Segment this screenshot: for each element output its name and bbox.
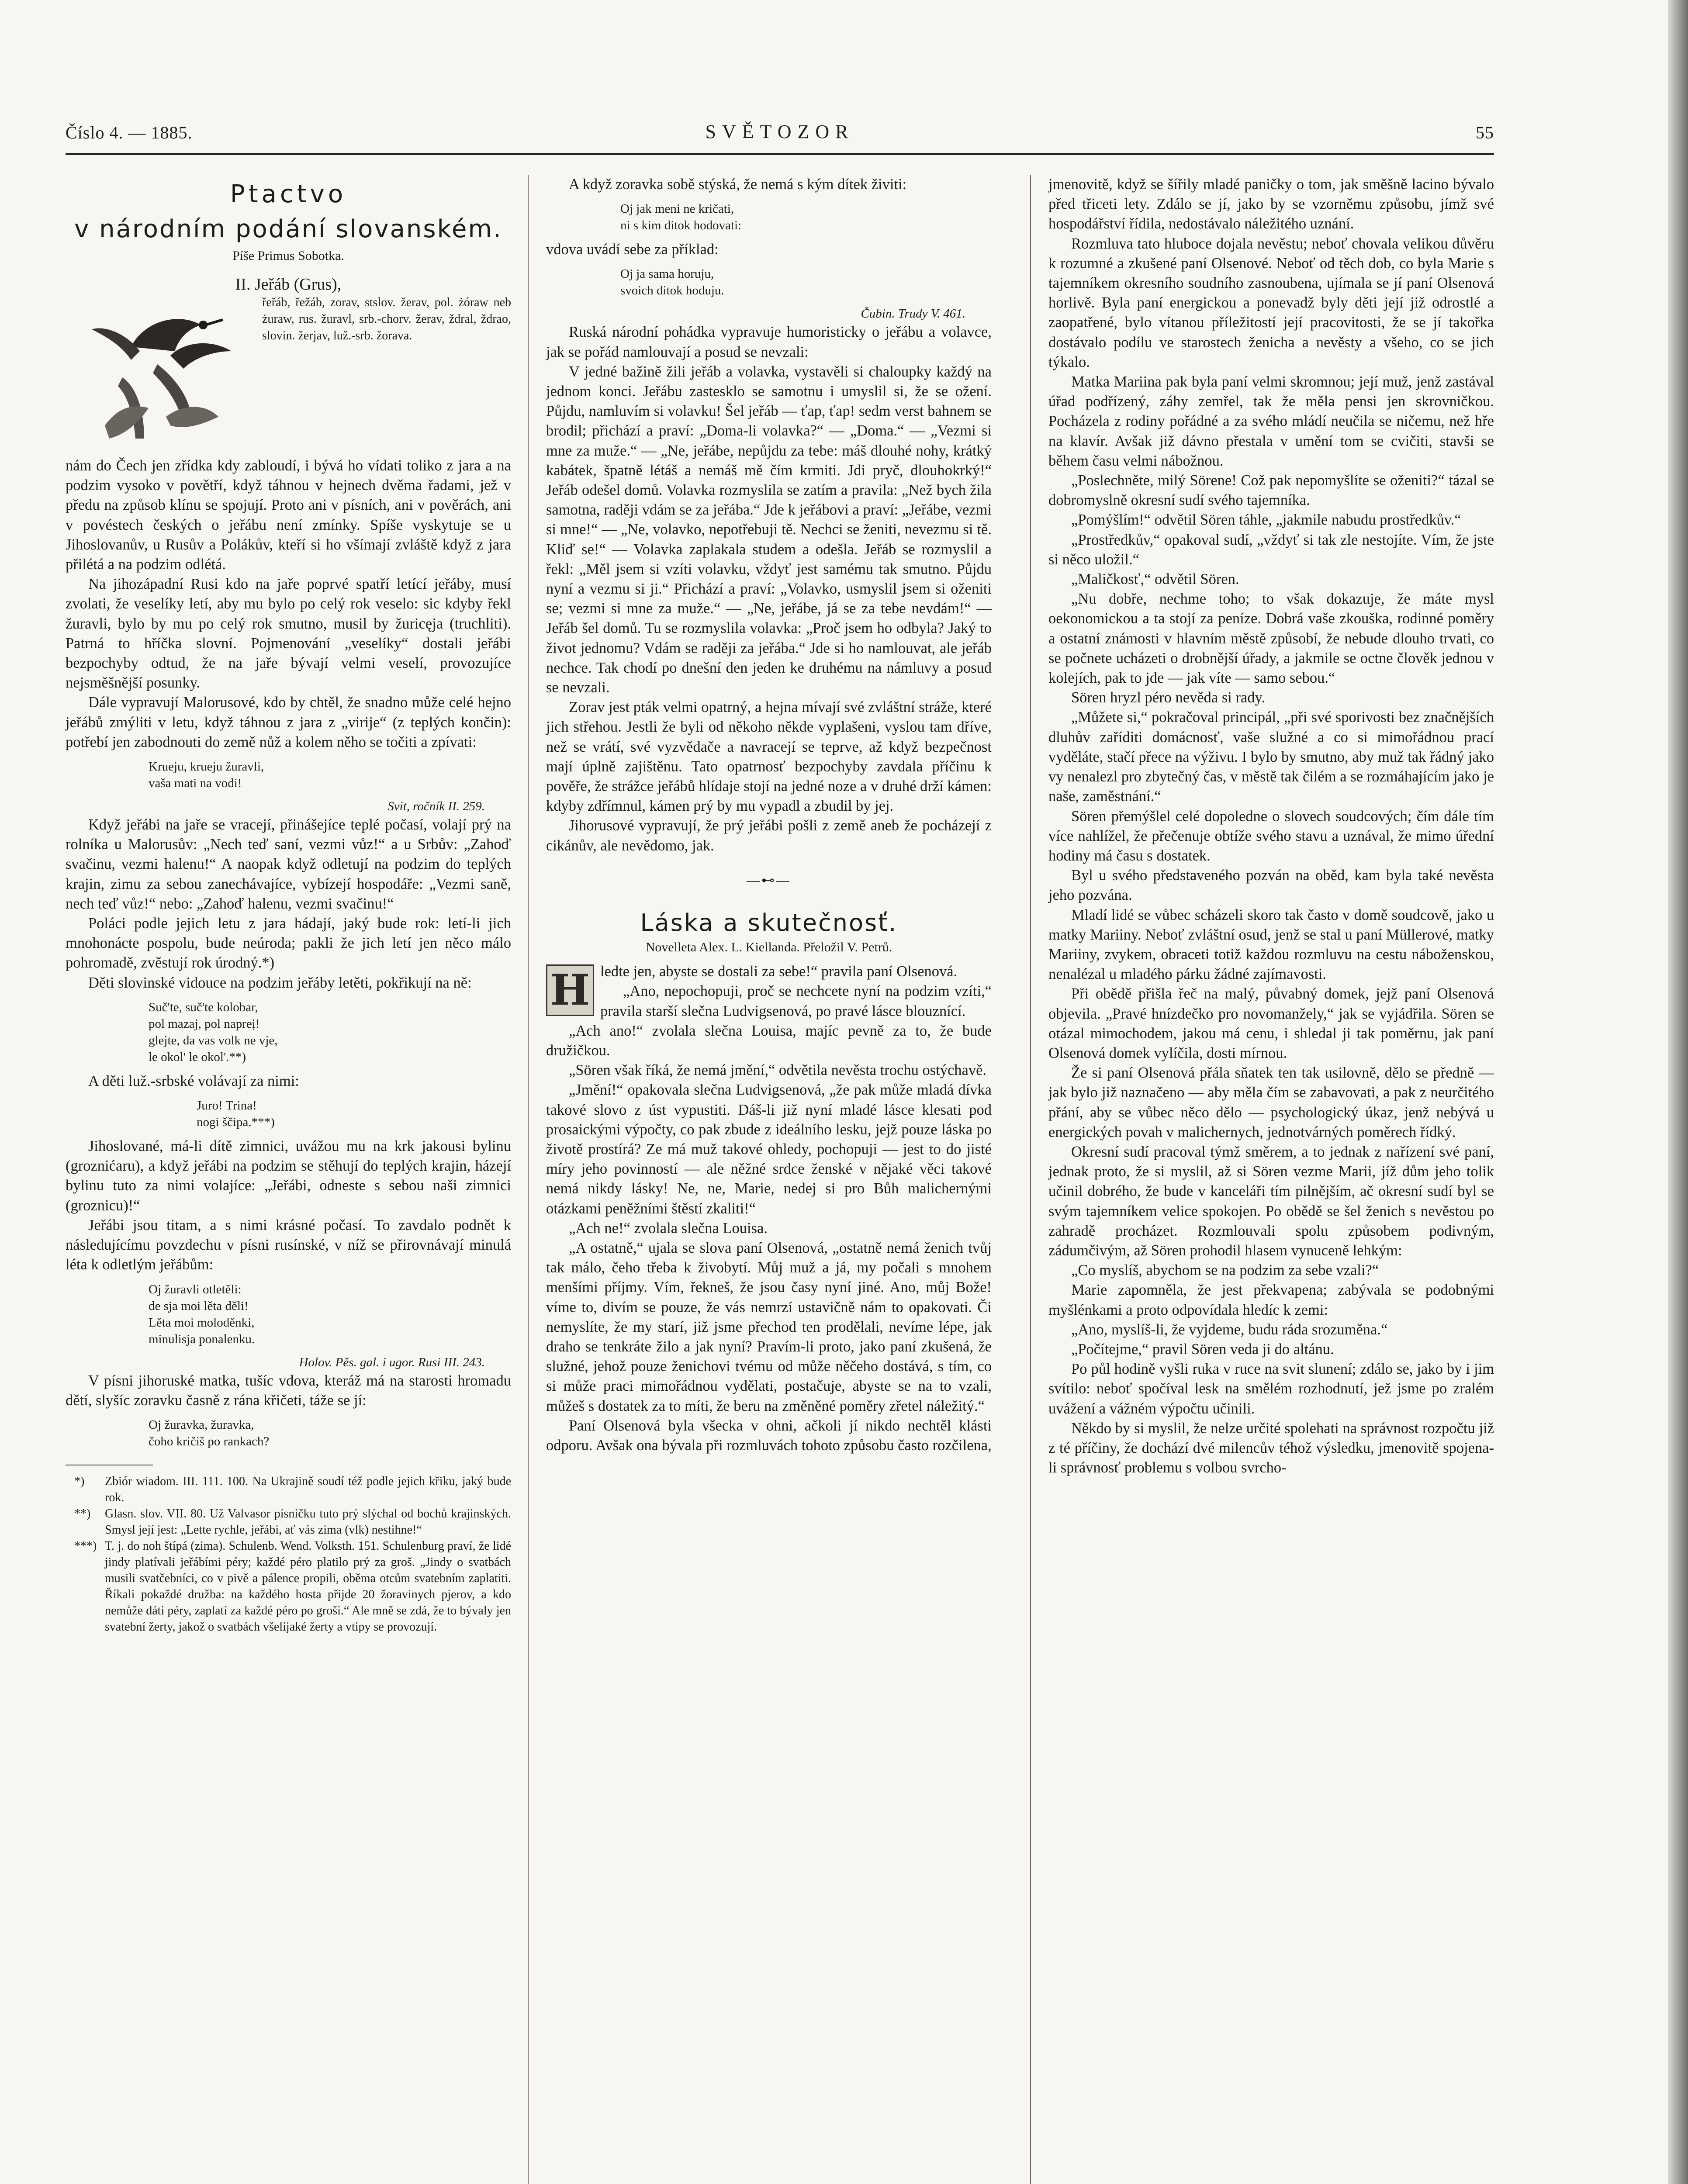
poem-verse: [546, 200, 992, 234]
paragraph: nám do Čech jen zřídka kdy zabloudí, i bývá ho vídati toliko z jara a na podzim vysoko v povětří, když táhnou v hejnech dvěma řadami, jež v předu na způsob klínu se spojují. Proto ani v písních, ani v pověrách, ani v povéstech českých o jeřábu není zmínky. Spíše vyskytuje se u Jihoslovanův, u Rusův a Polákův, kteří si ho všímají zvláště když z jara přilétá a na podzim odlétá.: [66, 457, 511, 573]
footnote: [66, 1538, 511, 1635]
poem-line: le okol' le okol'.**): [149, 1050, 246, 1064]
footnote: [66, 1506, 511, 1538]
poem-line: svoich ditok hoduju.: [620, 283, 724, 298]
story-title: Láska a skutečnosť.: [640, 909, 898, 937]
poem-line: ni s kim ditok hodovati:: [620, 218, 742, 233]
illustration-block: [66, 294, 511, 456]
header-rule: [66, 153, 1494, 155]
poem-verse: [546, 266, 992, 299]
column-rule-1: [528, 175, 529, 2184]
running-head: [66, 118, 1494, 149]
section-heading: II. Jeřáb (Grus),: [235, 275, 342, 294]
footnote: [66, 1473, 511, 1506]
poem-line: čoho kričiš po rankach?: [149, 1434, 270, 1448]
paragraph: „Co myslíš, abychom se na podzim za sebe vzali?“: [1071, 1262, 1379, 1279]
paragraph: „Ano, myslíš-li, že vyjdeme, budu ráda srozuměna.“: [1071, 1321, 1388, 1338]
story-byline: Novelleta Alex. L. Kiellanda. Přeložil V. Petrů.: [645, 940, 892, 955]
paragraph: Sören hryzl péro nevěda si rady.: [1071, 689, 1266, 706]
paragraph: Po půl hodině vyšli ruka v ruce na svit slunení; zdálo se, jako by i jim svítilo: neboť spočíval lesk na smělém rozhodnutí, jež jsme po zralém uvážení a vážném výpočtu učinili.: [1048, 1361, 1494, 1417]
footnote-mark: *): [74, 1474, 85, 1488]
paragraph: Při obědě přišla řeč na malý, půvabný domek, jejž paní Olsenová objevila. „Pravé hnízdečko pro novomanžely,“ jak se vyjádřila. Sören se otázal mimochodem, jakou má cenu, i shledal ji tak poměrnu, jak paní Olsenová domek vylíčila, dosti mírnou.: [1048, 985, 1494, 1061]
paragraph: Mladí lidé se vůbec scházeli skoro tak často v domě soudcově, jako u matky Mariiny. Neboť zvláštní osud, jenž se stal u paní Müllerové, matky Mariiny, zvykem, obraceti totiž každou rozmluvu na cestu náboženskou, nenalézal u mladého párku žádné zajímavosti.: [1048, 906, 1494, 983]
poem-line: nogi ščipa.***): [197, 1115, 275, 1130]
footnote-text: Glasn. slov. VII. 80. Už Valvasor písničku tuto prý slýchal od bochů krajinských. Smysl její jest: „Lette rychle, jeřábi, ať vás zima (vlk) nestihne!“: [105, 1507, 511, 1537]
poem-line: Oj ja sama horuju,: [620, 267, 714, 281]
paragraph: Děti slovinské vidouce na podzim jeřáby letěti, pokřikují na ně:: [88, 974, 472, 991]
paragraph: Marie zapomněla, že jest překvapena; zabývala se podobnými myšlénkami a proto odpovídala hledíc k zemi:: [1048, 1282, 1494, 1318]
paragraph: Okresní sudí pracoval týmž směrem, a to jednak z nařízení své paní, jednak proto, že si myslil, až si Sören vezme Marii, jíž dům jeho tolik učinil dobrého, že bude v kanceláři tím pilnějším, ač okresní sudí byl se svým tajemníkem velice spokojen. Po obědě se šel ženich s nevěstou po zahradě procházet. Rozmlouvali spolu způsobem podivným, zádumčivým, až Sören prohodil hlasem vynuceně lehkým:: [1048, 1143, 1494, 1259]
poem-line: minulisja ponalenku.: [149, 1332, 255, 1346]
footnote-text: T. j. do noh štípá (zima). Schulenb. Wend. Volksth. 151. Schulenburg praví, že lidé jindy platívali jeřábími péry; každé péro platilo prý za groš. „Jindy o svatbách musili svatčebníci, co v pivě a pálence propili, oběma otcům svatebním zaplatiti. Říkali pokaždé družba: na každého hosta přijde 20 žoravinych pjerov, a kdo nemůže dáti péry, zaplatí za každé péro po groši.“ Ale mně se zdá, že to bývaly jen svatební žerty, jakož o svatbách všelijaké žerty a vtipy se provozují.: [105, 1539, 511, 1634]
footnote-mark: **): [74, 1507, 91, 1521]
paragraph: Sören přemýšlel celé dopoledne o slovech soudcových; čím dále tím více nahlížel, že přečenuje obtíže svého stavu a uznával, že mimo úřední hodiny má času s dostatek.: [1048, 808, 1494, 864]
poem-verse: [66, 1417, 511, 1450]
poem-line: glejte, da vas volk ne vje,: [149, 1033, 278, 1047]
paragraph: Na jihozápadní Rusi kdo na jaře poprvé spatří letící jeřáby, musí zvolati, že veselíky letí, aby mu bylo po celý rok veselo: sic kdyby řekl žuravli, bylo by mu po celý rok smutno, musil by žuricęja (truchliti). Patrná to hříčka slovní. Pojmenování „veselíky“ dostali jeřábi bezpochyby odtud, že na jaře bývají velmi veselí, provozujíce nejsměšnější posunky.: [66, 576, 511, 691]
poem-line: Juro! Trina!: [197, 1099, 257, 1113]
paragraph: Poláci podle jejich letu z jara hádají, jaký bude rok: letí-li jich mnohonácte pospolu, bude neúroda; pakli že jich letí jen něco málo pohromadě, zvěstují rok úrodný.*): [66, 915, 511, 971]
article-title-line2: v národním podání slovanském.: [74, 215, 502, 243]
paragraph: V písni jihoruské matka, tušíc vdova, kteráž má na starosti hromadu dětí, slyšíc zoravku časně z rána křičeti, táže se jí:: [66, 1372, 511, 1409]
paragraph: Jihoslované, má-li dítě zimnici, uvážou mu na krk jakousi bylinu (groznićaru), a když jeřábi na podzim se stěhují do teplých krajin, házejí bylinu tuto za nimi volajíce: „Jeřábi, odneste s sebou naši zimnici (groznicu)!“: [66, 1138, 511, 1214]
poem-line: Lěta moi moloděnki,: [149, 1315, 255, 1330]
paragraph: „Poslechněte, milý Sörene! Což pak nepomyšlíte se oženiti?“ tázal se dobromyslně okresní sudí svého tajemníka.: [1048, 472, 1494, 509]
paragraph: Dále vypravují Malorusové, kdo by chtěl, že snadno může celé hejno jeřábů zmýliti v letu, když táhnou z jara z „virije“ (z teplých končin): potřebí jen zabodnouti do země nůž a kolem něho se točiti a zpívati:: [66, 694, 511, 750]
paragraph: „Sören však říká, že nemá jmění,“ odvětila nevěsta trochu ostýchavě.: [569, 1062, 987, 1079]
paragraph: jmenovitě, když se šířily mladé paničky o tom, jak směšně lacino bývalo před třiceti lety. Zdálo se jí, jako by se vzorněmu způsobu, jímž své hospodářství řídila, nedostávalo náležitého uznání.: [1048, 176, 1494, 232]
article-title-line1: Ptactvo: [230, 180, 347, 208]
paragraph: Ruská národní pohádka vypravuje humoristicky o jeřábu a volavce, jak se pořád namlouvají a posud se nevzali:: [546, 324, 992, 360]
poem-line: vaša mati na vodi!: [149, 776, 242, 791]
paragraph: „Ach ano!“ zvolala slečna Louisa, majíc pevně za to, že bude družičkou.: [546, 1022, 992, 1059]
paragraph: Rozmluva tato hluboce dojala nevěstu; neboť chovala velikou důvěru k rozumné a zkušené paní Olsenové. Neboť od těch dob, co byla Marie s tajemníkem okresního soudního zasnoubena, ujímala se jí paní Olsenová horlivě. Byla paní energickou a ponevadž byly děti její již odrostlé a zaopatřené, bylo vítanou příležitostí její pracovitosti, že se jí takořka dostávalo podílu ve starostech ženicha a nevěsty a všeho, co se jich týkalo.: [1048, 235, 1494, 370]
footnote-mark: ***): [74, 1539, 97, 1553]
footnotes: [66, 1473, 511, 1635]
column-rule-2: [1030, 175, 1031, 2184]
paragraph: „Ach ne!“ zvolala slečna Louisa.: [569, 1220, 768, 1237]
column-1: [66, 175, 511, 1635]
poem-verse: [66, 1281, 511, 1348]
page-number: 55: [1476, 123, 1494, 142]
paragraph: „Pomýšlím!“ odvětil Sören táhle, „jakmile nabudu prostředkův.“: [1071, 511, 1461, 529]
paragraph: Když jeřábi na jaře se vracejí, přinášejíce teplé počasí, volají prý na rolníka u Malorusův: „Nech teď saní, vezmi vůz!“ a u Srbův: „Zahoď svačinu, vezmi halenu!“ A naopak když odletují na podzim do teplých krajin, zimu za sebou zanechávajíce, vybízejí hospodáře: „Vezmi saně, nech teď vůz!“ nebo: „Zahoď halenu, vezmi svačinu!“: [66, 816, 511, 912]
magazine-page: [66, 118, 1494, 2184]
poem-line: Oj žuravka, žuravka,: [149, 1417, 254, 1432]
scan-edge: [1668, 0, 1688, 2184]
paragraph: „Prostředkův,“ opakoval sudí, „vždyť si tak zle nestojíte. Vím, že jste si něco uložil.“: [1048, 531, 1494, 568]
drop-cap: H: [546, 964, 594, 1016]
paragraph: Byl u svého představeného pozván na oběd, kam byla také nevěsta jeho pozvána.: [1048, 867, 1494, 904]
paragraph: Někdo by si myslil, že nelze určité spolehati na správnost rozpočtu již z té příčiny, že dochází dvé milencův téhož výsledku, jmenovitě spojena-li správnosť problemu s volbou svrcho-: [1048, 1420, 1494, 1476]
paragraph: „Počítejme,“ pravil Sören veda ji do altánu.: [1071, 1341, 1334, 1358]
crane-illustration: [79, 294, 262, 452]
paragraph: Zorav jest pták velmi opatrný, a hejna mívají své zvláštní stráže, které jich střehou. Jestli že byli od někoho někde vyplašeni, vyslou tam dříve, než se vrátí, své vyzvědače a navracejí se teprve, až když bezpečnost mají úplně zajištěnu. Tato opatrnosť bezpochyby zavdala příčinu k pověře, že strážce jeřábů hlídaje stojí na jedné noze a v druhé drží kámen: kdyby zdřímnul, kámen prý by mu vypadl a zbudil by jej.: [546, 699, 992, 815]
poem-line: Oj jak meni ne kričati,: [620, 202, 734, 216]
glossary-text: řeřáb, řežáb, zorav, stslov. žerav, pol. żóraw neb żuraw, rus. žuravl, srb.-chorv. žerav, ždral, ždrao, slovin. žerjav, luž.-srb. žorava.: [262, 296, 511, 342]
paragraph: Matka Mariina pak byla paní velmi skromnou; její muž, jenž zastával úřad podřízený, záhy zemřel, tak že měla pensi jen skrovničkou. Pocházela z rodiny pořádné a za svého mládí neučila se ničemu, než hře na klavír. Avšak již dávno přestala v umění tom se cvičiti, stavši se během času velmi nábožnou.: [1048, 373, 1494, 469]
column-2: [546, 175, 992, 1455]
paragraph: „Nu dobře, nechme toho; to však dokazuje, že máte mysl oekonomickou a ta stojí za peníze. Dobrá vaše zkouška, rodinné poměry a ostatní známosti v hlavním městě způsobí, že nebude dlouho trvati, co se počnete ucházeti o drobnější úřady, a jakmile se octne člověk jednou v kolejích, pak to jde — jak víte — samo sebou.“: [1048, 591, 1494, 687]
poem-verse: [66, 1097, 511, 1130]
paragraph: „Můžete si,“ pokračoval principál, „při své sporivosti bez značnějších dluhův zaříditi domácnosť, vaše služné a co si mimořádnou prací vyděláte, stačí přece na výživu. I bylo by smutno, aby muž tak řádný jako vy nenalezl pro zbytečný čas, v městě tak čilém a se rozmáhajícím jako je naše, zaměstnání.“: [1048, 709, 1494, 805]
poem-verse: [66, 758, 511, 791]
paragraph: „Maličkosť,“ odvětil Sören.: [1071, 571, 1239, 588]
issue-label: Číslo 4. — 1885.: [66, 123, 193, 142]
poem-source: Holov. Pěs. gal. i ugor. Rusi III. 243.: [299, 1355, 485, 1369]
paragraph: vdova uvádí sebe za příklad:: [546, 241, 719, 258]
paragraph: „Jmění!“ opakovala slečna Ludvigsenová, „že pak může mladá dívka takové slovo z úst vypustiti. Dáš-li již nyní mladé lásce klesati pod prosaickými výpočty, co pak zbude z ideálního lesku, jejž pouze láska po životě prostírá? Ze má muž takové ohledy, pochopuji — jest to do jisté míry jeho povinností — ale něžné srdce ženské v nějaké věci takové nemá nikdy lásky! Ne, ne, Marie, nedej si pro Bůh malichernými otázkami peněžními štěstí zkaliti!“: [546, 1082, 992, 1217]
paragraph: „Ano, nepochopuji, proč se nechcete nyní na podzim vzíti,“ pravila starší slečna Ludvigsenová, po pravé lásce blouznící.: [600, 983, 992, 1019]
poem-line: Suč'te, suč'te kolobar,: [149, 1000, 258, 1014]
paragraph: Jihorusové vypravují, že prý jeřábi pošli z země aneb že pocházejí z cikánův, ale nevědomo, jak.: [546, 817, 992, 854]
paragraph: Paní Olsenová byla všecka v ohni, ačkoli jí nikdo nechtěl klásti odporu. Avšak ona bývala při rozmluvách tohoto způsobu často rozčilena,: [546, 1417, 992, 1454]
paragraph: A děti luž.-srbské volávají za nimi:: [88, 1072, 299, 1089]
paragraph: A když zoravka sobě stýská, že nemá s kým dítek živiti:: [569, 176, 907, 193]
poem-source: Svit, ročník II. 259.: [387, 799, 485, 814]
poem-verse: [66, 999, 511, 1065]
poem-line: pol mazaj, pol napreị!: [149, 1016, 260, 1031]
poem-line: Krueju, krueju žuravli,: [149, 760, 264, 774]
poem-line: Oj žuravli otletěli:: [149, 1282, 242, 1296]
poem-line: de sja moi lěta děli!: [149, 1299, 249, 1313]
paragraph: Jeřábi jsou titam, a s nimi krásné počasí. To zavdalo podnět k následujícímu povzdechu v písni rusínské, v níž se přirovnávají minulá léta k odletlým jeřábům:: [66, 1216, 511, 1273]
article-author: Píše Primus Sobotka.: [232, 249, 344, 263]
footnote-text: Zbiór wiadom. III. 111. 100. Na Ukrajině soudí též podle jejich křiku, jaký bude rok.: [105, 1474, 511, 1504]
poem-source: Čubin. Trudy V. 461.: [861, 307, 965, 321]
paragraph: ledte jen, abyste se dostali za sebe!“ pravila paní Olsenová.: [600, 963, 958, 980]
paragraph: V jedné bažině žili jeřáb a volavka, vystavěli si chaloupky každý na jednom konci. Jeřábu zastesklo se samotnu i umyslil si, že se ožení. Půjdu, namluvím si volavku! Šel jeřáb — ťap, ťap! sedm verst bahnem se brodil; přichází a praví: „Doma-li volavka?“ — „Doma.“ — „Vezmi si mne za muže.“ — „Ne, jeřábe, nepůjdu za tebe: máš dlouhé nohy, krátký kabátek, špatně létáš a nemáš mě čím krmiti. Jdi pryč, dlouhokrký!“ Jeřáb odešel domů. Volavka rozmyslila se zatím a pravila: „Než bych žila samotna, raději vdám se za jeřába.“ Jde k jeřábovi a praví: „Jeřábe, vezmi si mne!“ — „Ne, volavko, nepotřebuji tě. Nechci se ženiti, nevezmu si tě. Kliď se!“ — Volavka zaplakala studem a odešla. Jeřáb se rozmyslil a řekl: „Měl jsem si vzíti volavku, vždyť jest samému tak smutno. Půjdu nyní a vezmu si ji.“ Přichází a praví: „Volavko, usmyslil jsem si oženiti se; vezmi si mne za muže.“ — „Ne, jeřábe, já se za tebe nevdám!“ — Jeřáb šel domů. Tu se rozmyslila volavka: „Proč jsem ho odbyla? Jaký to život jednomu? Vdám se raději za jeřába.“ Jde si ho namlouvat, ale jeřáb nechce. Tak chodí po dnešní den jeden ke druhému na námluvy a posud se nevzali.: [546, 363, 992, 696]
magazine-title: SVĚTOZOR: [705, 121, 854, 142]
paragraph: Že si paní Olsenová přála sňatek ten tak usilovně, dělo se předně — jak bylo již naznačeno — aby měla čím se zabavovati, a pak z neurčitého přání, aby se vůbec něco dělo — psychologický úkaz, jenž nebývá u energických povah v malichernych, jednotvárných poměrech řídký.: [1048, 1064, 1494, 1140]
section-divider: —⊷—: [747, 873, 791, 888]
column-3: [1048, 175, 1494, 1478]
paragraph: „A ostatně,“ ujala se slova paní Olsenová, „ostatně nemá ženich tvůj tak málo, čeho třeba k živobytí. Můj muž a já, my počali s mnohem menšími příjmy. Vím, řekneš, že jsou časy nyní jiné. Ano, můj Bože! víme to, divím se pouze, že vás nemrzí ustavičně nám to opakovati. Či nemyslíte, že my starí, již jsme přechod ten prodělali, nevíme lépe, jak draho se tenkráte žilo a jak nyní? Pravím-li proto, jako paní zkušená, že služné, jehož pouze ženichovi tvému od může něčeho dostává, s tím, co si může praci mimořádnou vydělati, postačuje, abyste se na to vzali, můžeš s dostatek za to míti, že beru na změněné poměry zřetel náležitý.“: [546, 1239, 992, 1414]
